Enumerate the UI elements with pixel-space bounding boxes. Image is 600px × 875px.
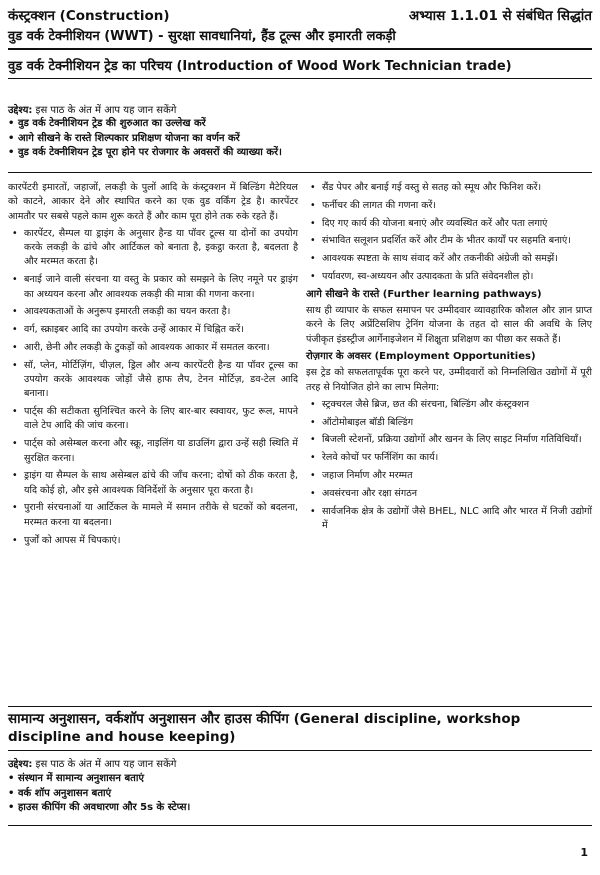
list-item: • फर्नीचर की लागत की गणना करें।	[306, 199, 592, 213]
objective-item: • वुड वर्क टेक्नीशियन ट्रेड पूरा होने पर रोजगार के अवसरों की व्याख्या करें।	[8, 146, 592, 161]
pathways-heading: आगे सीखने के रास्ते (Further learning pathways)	[306, 288, 542, 300]
objective-item: • हाउस कीपिंग की अवधारणा और 5s के स्टेप्स।	[8, 801, 592, 816]
employment-heading: रोज़गार के अवसर (Employment Opportunities)	[306, 350, 536, 362]
page-number: 1	[580, 846, 588, 859]
list-item: • पार्ट्स की सटीकता सुनिश्चित करने के लिए बार-बार स्क्वायर, फुट रूल, मापने वाले टेप आदि की जांच करना।	[8, 405, 298, 434]
list-item: • रेलवे कोचों पर फर्निशिंग का कार्य।	[306, 451, 592, 465]
objective-item: • आगे सीखने के रास्ते शिल्पकार प्रशिक्षण योजना का वर्णन करें	[8, 132, 592, 147]
employment-list	[306, 398, 592, 533]
list-item: • ऑटोमोबाइल बॉडी बिल्डिंग	[306, 416, 592, 430]
list-item: • पार्ट्स को असेम्बल करना और स्क्रू, नाइलिंग या डाउलिंग द्वारा उन्हें सही स्थिति में सुरक्षित करना।	[8, 437, 298, 466]
list-item: • पर्यावरण, स्व-अध्ययन और उत्पादकता के प्रति संवेदनशील हो।	[306, 270, 592, 284]
right-column	[306, 181, 592, 537]
list-item: • कारपेंटर, सैम्पल या ड्राइंग के अनुसार हैन्ड या पॉवर टूल्स या दोनों का उपयोग करके लकड़ी के ढांचे और आर्टिकल को बनाता है, इकट्ठा करता है, बदलता है और मरम्मत करता है।	[8, 227, 298, 270]
list-item: • आरी, छेनी और लकड़ी के टुकड़ों को आवश्यक आकार में समतल करना।	[8, 341, 298, 355]
list-item: • बिजली स्टेशनों, प्रक्रिया उद्योगों और खनन के लिए साइट निर्माण गतिविधियाँ।	[306, 433, 592, 447]
list-item: • अवसंरचना और रक्षा संगठन	[306, 487, 592, 501]
section1-title: वुड वर्क टेक्नीशियन ट्रेड का परिचय (Introduction of Wood Work Technician trade)	[8, 59, 512, 74]
section2-divider	[8, 750, 592, 751]
list-item: • आवश्यक स्पष्टता के साथ संवाद करें और तकनीकी अंग्रेजी को समझें।	[306, 252, 592, 266]
objectives-divider	[8, 172, 592, 173]
list-item: • सॉ, प्लेन, मोर्टिज़िंग, चीज़ल, ड्रिल और अन्य कारपेंटरी हैन्ड या पॉवर टूल्स का उपयोग करके आवश्यक जोड़ों जैसे हाफ लैप, टेनन मोर्टिज़, डव-टेल आदि बनाना।	[8, 359, 298, 402]
objective-item: • वुड वर्क टेक्नीशियन ट्रेड की शुरुआत का उल्लेख करें	[8, 117, 592, 132]
objective-item: • वर्क शॉप अनुशासन बताएं	[8, 787, 592, 802]
list-item: • वर्ग, स्क्राइबर आदि का उपयोग करके उन्हें आकार में चिह्नित करें।	[8, 323, 298, 337]
list-item: • आवश्यकताओं के अनुरूप इमारती लकड़ी का चयन करता है।	[8, 305, 298, 319]
module-subtitle: वुड वर्क टेक्नीशियन (WWT) - सुरक्षा सावधानियां, हैंड टूल्स और इमारती लकड़ी	[8, 29, 396, 44]
objective-item: • संस्थान में सामान्य अनुशासन बताएं	[8, 772, 592, 787]
objectives-label: उद्देश्य:	[8, 105, 33, 116]
employment-text: इस ट्रेड को सफलतापूर्वक पूरा करने पर, उम्मीदवारों को निम्नलिखित उद्योगों में पूरी तरह से नियोजित होने का लाभ मिलेगा:	[306, 367, 592, 393]
objectives-intro-text: इस पाठ के अंत में आप यह जान सकेंगे	[32, 759, 177, 770]
section2-bottom-divider	[8, 825, 592, 826]
pathways-text: साथ ही व्यापार के सफल समापन पर उम्मीदवार व्यावहारिक कौशल और ज्ञान प्राप्त करने के लिए अप्रेंटिसशिप ट्रेनिंग योजना के तहत दो साल की अवधि के लिए पंजीकृत इंडस्ट्रीज आर्गेनाइजेशन में शिक्षुता प्रशिक्षण का पीछा कर सकते हैं।	[306, 305, 592, 345]
list-item: • सार्वजनिक क्षेत्र के उद्योगों जैसे BHEL, NLC आदि और भारत में निजी उद्योगों में	[306, 505, 592, 534]
section2-top-divider	[8, 706, 592, 707]
list-item: • सैंड पेपर और बनाई गई वस्तु से सतह को स्मूथ और फिनिश करें।	[306, 181, 592, 195]
section2-title: सामान्य अनुशासन, वर्कशॉप अनुशासन और हाउस कीपिंग (General discipline, workshop discipline and house keeping)	[8, 711, 521, 745]
list-item: • जहाज निर्माण और मरम्मत	[306, 469, 592, 483]
skills-list	[306, 181, 592, 284]
list-item: • संभावित सलूशन प्रदर्शित करें और टीम के भीतर कार्यों पर सहमति बनाएं।	[306, 234, 592, 248]
left-column	[8, 181, 298, 551]
section1-objectives-intro	[8, 102, 176, 116]
intro-paragraph: कारपेंटरी इमारतों, जहाजों, लकड़ी के पुलों आदि के कंस्ट्रक्शन में बिल्डिंग मैटेरियल को काटने, आकार देने और स्थापित करने का एक वुड वर्किंग ट्रेड है। कारपेंटर आमतौर पर सबसे पहले काम शुरू करते हैं और काम पूरा होने तक रुके रहते हैं।	[8, 182, 298, 222]
list-item: • दिए गए कार्य की योजना बनाएं और व्यवस्थित करें और पता लगाएं	[306, 217, 592, 231]
list-item: • पुरानी संरचनाओं या आर्टिकल के मामले में समान तरीके से घटकों को बदलना, मरम्मत करना या बदलना।	[8, 501, 298, 530]
section2-objectives-intro	[8, 756, 176, 770]
module-title: कंस्ट्रक्शन (Construction)	[8, 8, 170, 24]
exercise-reference: अभ्यास 1.1.01 से संबंधित सिद्धांत	[408, 8, 592, 24]
objectives-label: उद्देश्य:	[8, 759, 33, 770]
section2-objectives	[8, 772, 592, 816]
objectives-intro-text: इस पाठ के अंत में आप यह जान सकेंगे	[32, 105, 177, 116]
list-item: • पुर्जों को आपस में चिपकाएं।	[8, 534, 298, 548]
section1-divider	[8, 78, 592, 79]
page-header	[8, 6, 592, 44]
list-item: • ड्राइंग या सैम्पल के साथ असेम्बल ढांचे की जाँच करना; दोषों को ठीक करता है, यदि कोई हो, और इसे आवश्यक विनिर्देशों के अनुसार पूरा करता है।	[8, 469, 298, 498]
header-divider	[8, 48, 592, 50]
section1-objectives	[8, 117, 592, 161]
list-item: • स्ट्रक्चरल जैसे ब्रिज, छत की संरचना, बिल्डिंग और कंस्ट्रक्शन	[306, 398, 592, 412]
duties-list	[8, 227, 298, 548]
list-item: • बनाई जाने वाली संरचना या वस्तु के प्रकार को समझने के लिए नमूने पर ड्राइंग का अध्ययन करना और आवश्यक लकड़ी की मात्रा की गणना करना।	[8, 273, 298, 302]
